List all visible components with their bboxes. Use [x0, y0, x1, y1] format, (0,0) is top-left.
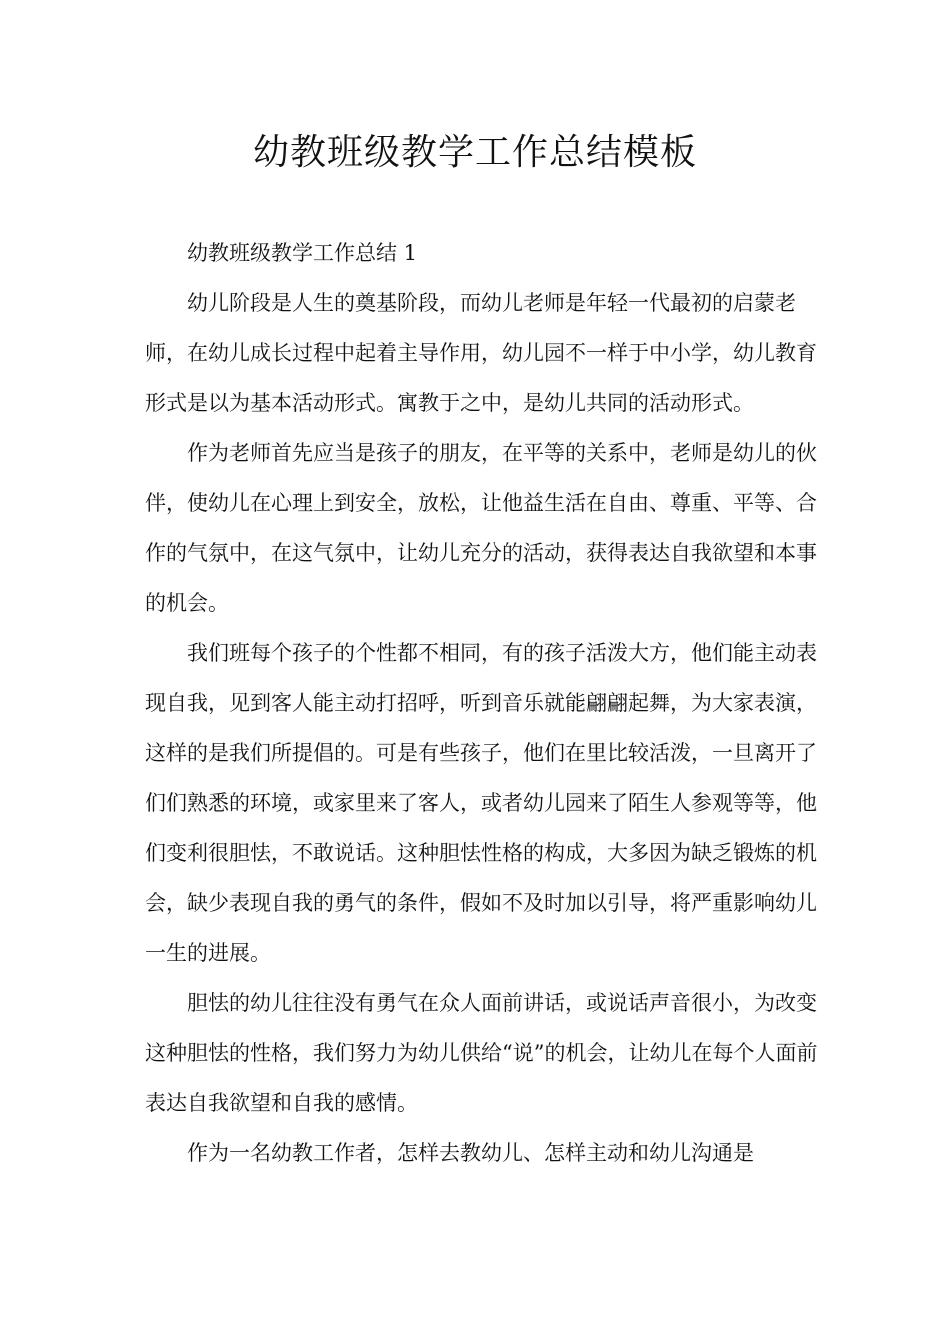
- document-body: [145, 228, 825, 1178]
- paragraph: 幼儿阶段是人生的奠基阶段，而幼儿老师是年轻一代最初的启蒙老师，在幼儿成长过程中起着主导作用，幼儿园不一样于中小学，幼儿教育形式是以为基本活动形式。寓教于之中，是幼儿共同的活动形式。: [145, 291, 817, 415]
- section-heading: 幼教班级教学工作总结 1: [187, 241, 418, 265]
- paragraph: 胆怯的幼儿往往没有勇气在众人面前讲话，或说话声音很小，为改变这种胆怯的性格，我们努力为幼儿供给“说”的机会，让幼儿在每个人面前表达自我欲望和自我的感情。: [145, 991, 818, 1115]
- paragraph: 作为老师首先应当是孩子的朋友，在平等的关系中，老师是幼儿的伙伴，使幼儿在心理上到安全，放松，让他益生活在自由、尊重、平等、合作的气氛中，在这气氛中，让幼儿充分的活动，获得表达自我欲望和本事的机会。: [145, 441, 817, 615]
- paragraph: 我们班每个孩子的个性都不相同，有的孩子活泼大方，他们能主动表现自我，见到客人能主动打招呼，听到音乐就能翩翩起舞，为大家表演，这样的是我们所提倡的。可是有些孩子，他们在里比较活泼，一旦离开了们们熟悉的环境，或家里来了客人，或者幼儿园来了陌生人参观等等，他们变利很胆怯，不敢说话。这种胆怯性格的构成，大多因为缺乏锻炼的机会，缺少表现自我的勇气的条件，假如不及时加以引导，将严重影响幼儿一生的进展。: [145, 641, 817, 965]
- document-title: 幼教班级教学工作总结模板: [252, 132, 697, 173]
- paragraph: 作为一名幼教工作者，怎样去教幼儿、怎样主动和幼儿沟通是: [187, 1141, 754, 1165]
